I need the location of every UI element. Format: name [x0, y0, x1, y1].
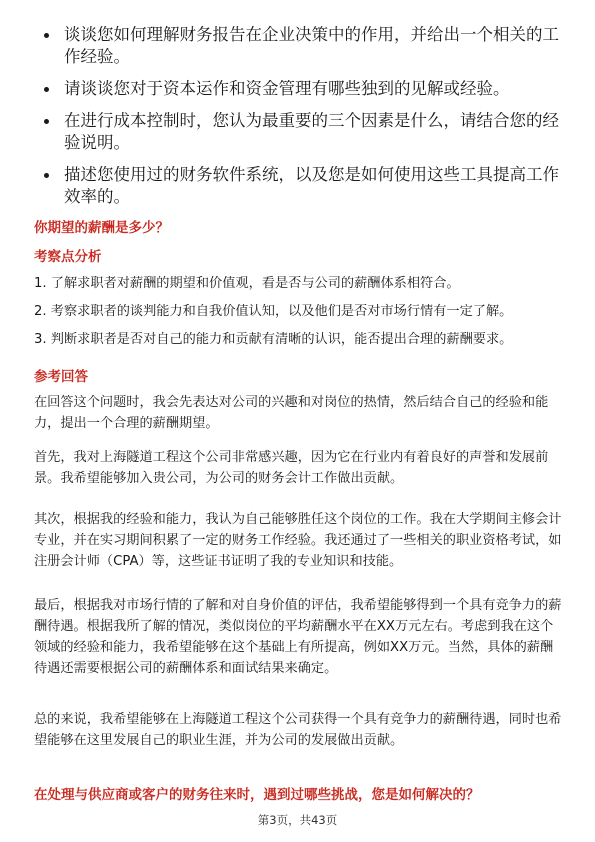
answer-paragraph: 最后，根据我对市场行情的了解和对自身价值的评估，我希望能够得到一个具有竞争力的薪酬待遇。根据我所了解的情况，类似岗位的平均薪酬水平在XX万元左右。考虑到我在这个领域的经验和能力，我希望能够在这个基础上有所提高，例如XX万元。当然，具体的薪酬待遇还需要根据公司的薪酬体系和面试结果来确定。	[34, 598, 562, 676]
bullet-item: 请谈谈您对于资本运作和资金管理有哪些独到的见解或经验。	[40, 78, 560, 100]
analysis-item: 2. 考察求职者的谈判能力和自我价值认知，以及他们是否对市场行情有一定了解。	[34, 304, 513, 319]
analysis-item: 1. 了解求职者对薪酬的期望和价值观，看是否与公司的薪酬体系相符合。	[34, 276, 460, 291]
question-heading: 你期望的薪酬是多少？	[34, 220, 169, 236]
answer-paragraph: 在回答这个问题时，我会先表达对公司的兴趣和对岗位的热情，然后结合自己的经验和能力，提出一个合理的薪酬期望。	[34, 395, 549, 431]
bullet-dot-icon	[44, 173, 49, 178]
analysis-heading: 考察点分析	[34, 249, 102, 265]
bullet-dot-icon	[44, 33, 49, 38]
page-number-footer: 第3页，共43页	[257, 813, 338, 827]
bullet-item: 描述您使用过的财务软件系统，以及您是如何使用这些工具提高工作效率的。	[40, 164, 560, 208]
bullet-dot-icon	[44, 87, 49, 92]
answer-paragraph: 其次，根据我的经验和能力，我认为自己能够胜任这个岗位的工作。我在大学期间主修会计专业，并在实习期间积累了一定的财务工作经验。我还通过了一些相关的职业资格考试，如注册会计师（CPA）等，这些证书证明了我的专业知识和技能。	[34, 512, 562, 569]
next-question-heading: 在处理与供应商或客户的财务往来时，遇到过哪些挑战，您是如何解决的？	[34, 787, 480, 803]
answer-paragraph: 总的来说，我希望能够在上海隧道工程这个公司获得一个具有竞争力的薪酬待遇，同时也希望能够在这里发展自己的职业生涯，并为公司的发展做出贡献。	[34, 712, 562, 748]
answer-paragraph: 首先，我对上海隧道工程这个公司非常感兴趣，因为它在行业内有着良好的声誉和发展前景。我希望能够加入贵公司，为公司的财务会计工作做出贡献。	[34, 450, 549, 486]
answer-heading: 参考回答	[34, 369, 88, 385]
bullet-item: 在进行成本控制时，您认为最重要的三个因素是什么，请结合您的经验说明。	[40, 110, 560, 154]
analysis-item: 3. 判断求职者是否对自己的能力和贡献有清晰的认识，能否提出合理的薪酬要求。	[34, 332, 513, 347]
bullet-dot-icon	[44, 119, 49, 124]
bullet-item: 谈谈您如何理解财务报告在企业决策中的作用，并给出一个相关的工作经验。	[40, 24, 560, 68]
question-bullet-list	[40, 24, 560, 218]
